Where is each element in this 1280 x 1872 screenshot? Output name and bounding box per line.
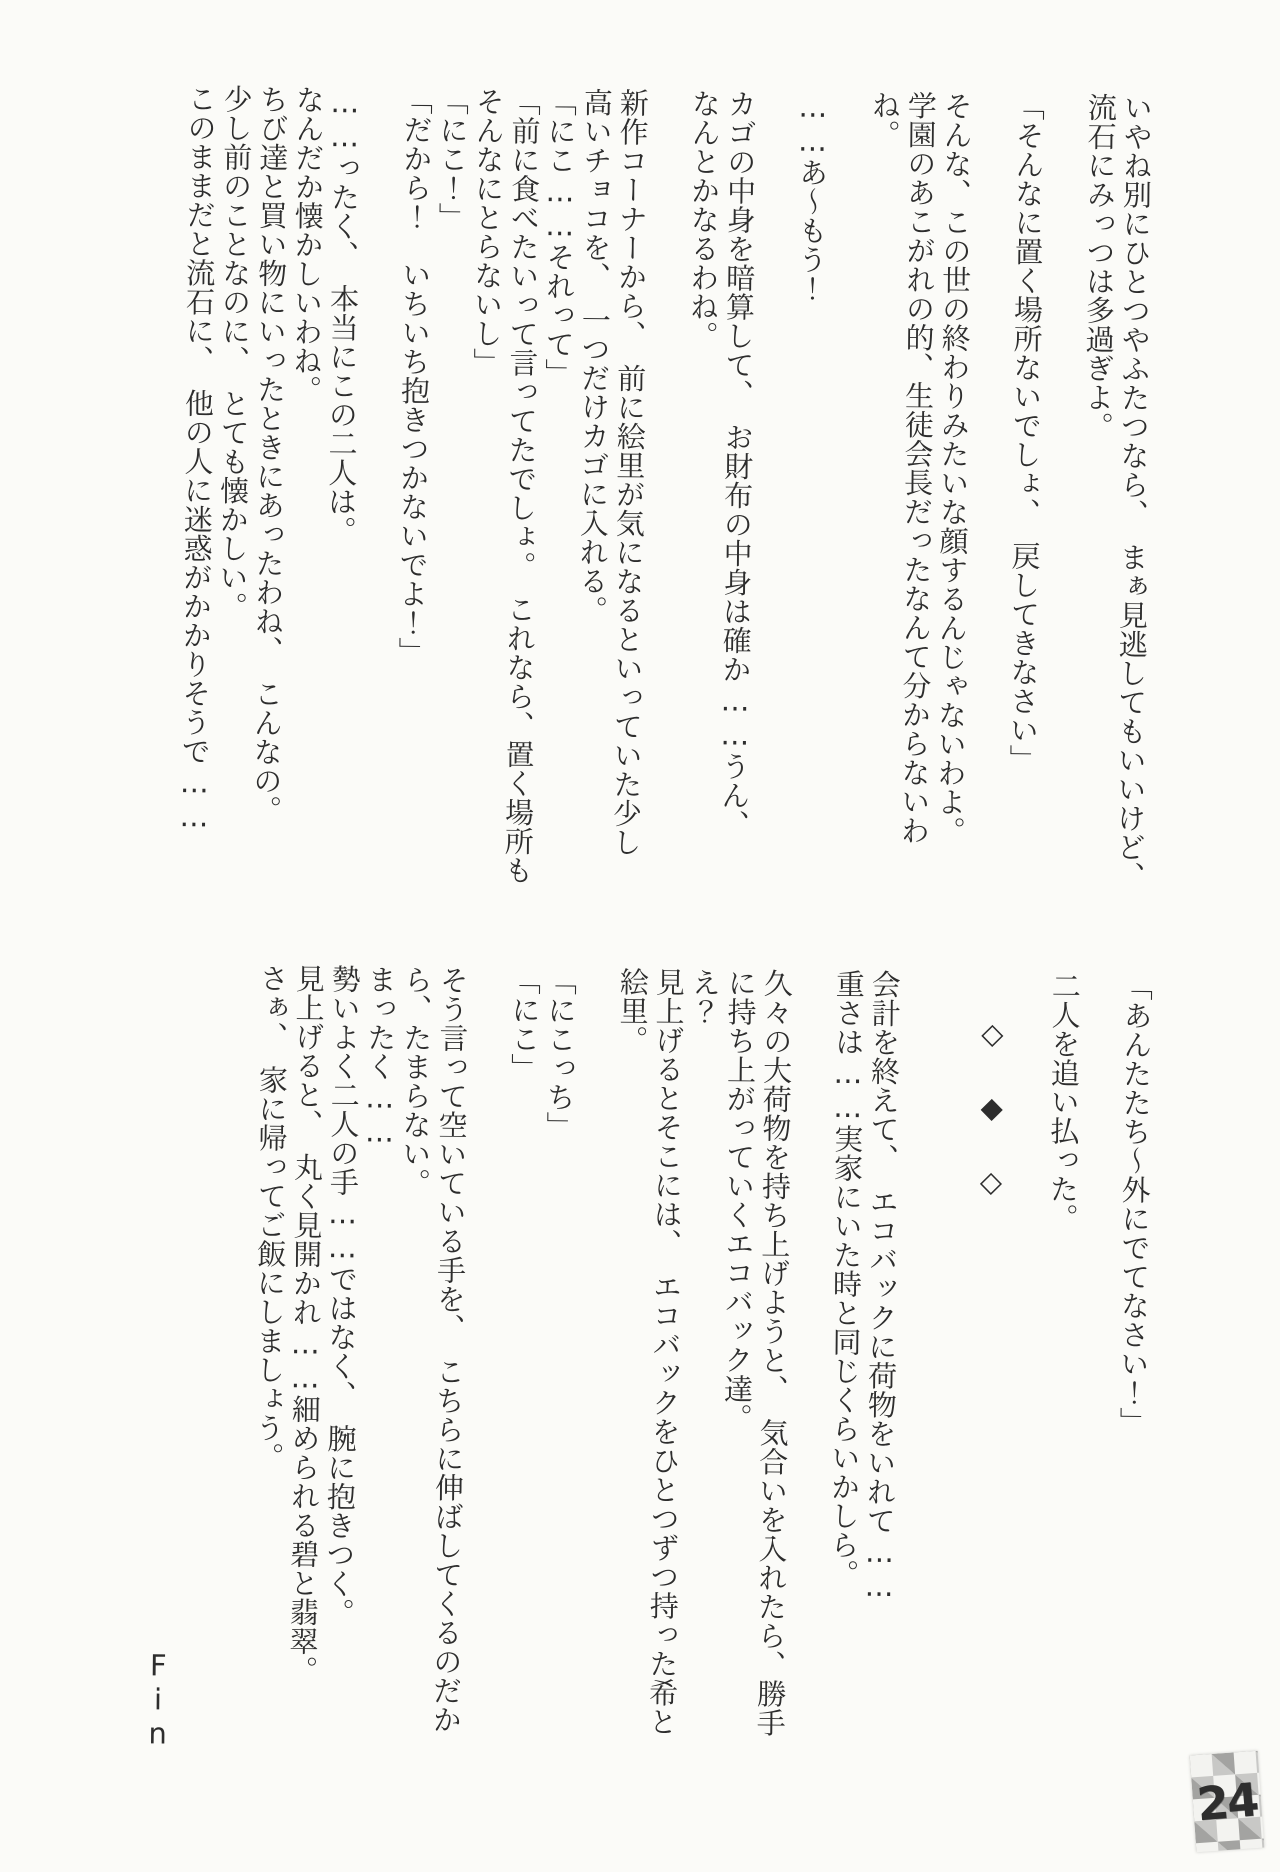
paragraph: 久々の大荷物を持ち上げようと、 気合いを入れたら、勝手 に持ち上がっていくエコバック達。: [719, 967, 795, 1737]
paragraph: そんな、この世の終わりみたいな顔するんじゃないわよ。 学園のあこがれの的、生徒会長だったなんて分からないわ ね。: [867, 90, 975, 846]
fin-mark: Fin: [140, 1648, 176, 1751]
paragraph: 「あんたたち〜外にでてなさい！」: [1115, 971, 1154, 1436]
paragraph: 会計を終えて、 エコバックに荷物をいれて……: [861, 969, 903, 1604]
paragraph: まったく……: [362, 964, 399, 1149]
paragraph: 「だから！ いちいち抱きつかないでよ！」: [394, 85, 435, 667]
paragraph: 「前に食べたいって言ってたでしょ。 これなら、置く場所も そんなにとらないし」: [469, 86, 543, 885]
paragraph: そう言って空いている手を、 こちらに伸ばしてくるのだか ら、たまらない。: [397, 964, 471, 1734]
paragraph: 「そんなに置く場所ないでしょ、 戻してきなさい」: [1005, 91, 1047, 774]
paragraph: 少し前のことなのに、 とても懐かしい。: [214, 84, 255, 621]
paragraph: 二人を追い払った。: [1045, 970, 1083, 1233]
paragraph: このままだと流石に、 他の人に迷惑がかかりそうで……: [176, 83, 219, 834]
paragraph: 「にこ！」: [434, 86, 471, 232]
paragraph: 見上げると、 丸く見開かれ……細められる碧と翡翠。: [285, 963, 327, 1685]
paragraph: なんだか懐かしいわね。: [288, 84, 327, 405]
section-divider: ◇◆◇: [973, 1016, 1010, 1239]
paragraph: 「にこ」: [506, 965, 543, 1083]
paragraph: 新作コーナーから、 前に絵里が気になるといっていた少し 高いチョコを、 一つだけカゴに入れる。: [574, 87, 651, 857]
top-text-block: [175, 84, 1155, 928]
paragraph: さぁ、 家に帰ってご飯にしましょう。: [251, 963, 291, 1472]
paragraph: カゴの中身を暗算して、 お財布の中身は確か……うん、 なんとかなるわね。: [685, 88, 759, 839]
paragraph: 見上げるとそこには、 エコバックをひとつずつ持った希と 絵里。: [615, 966, 687, 1736]
paragraph: 「にこ……それって」: [541, 87, 579, 388]
paragraph: ちび達と買い物にいったときにあったわね、 こんなの。: [248, 84, 291, 825]
paragraph: ……あ〜もう！: [793, 89, 831, 303]
paragraph: え？: [687, 967, 723, 1026]
paragraph: 重さは……実家にいた時と同じくらいかしら。: [826, 968, 867, 1589]
paragraph: いやね別にひとつやふたつなら、 まぁ見逃してもいいけど、 流石にみっつは多過ぎよ。: [1080, 92, 1154, 891]
paragraph: 「にこっち」: [542, 966, 579, 1141]
page-number: 24: [1194, 1771, 1260, 1832]
page-number-stamp: [1190, 1751, 1265, 1853]
paragraph: 勢いよく二人の手……ではなく、 腕に抱きつく。: [321, 964, 363, 1627]
paragraph: ……ったく、 本当にこの二人は。: [323, 85, 363, 545]
bottom-text-block: [139, 962, 1155, 1807]
